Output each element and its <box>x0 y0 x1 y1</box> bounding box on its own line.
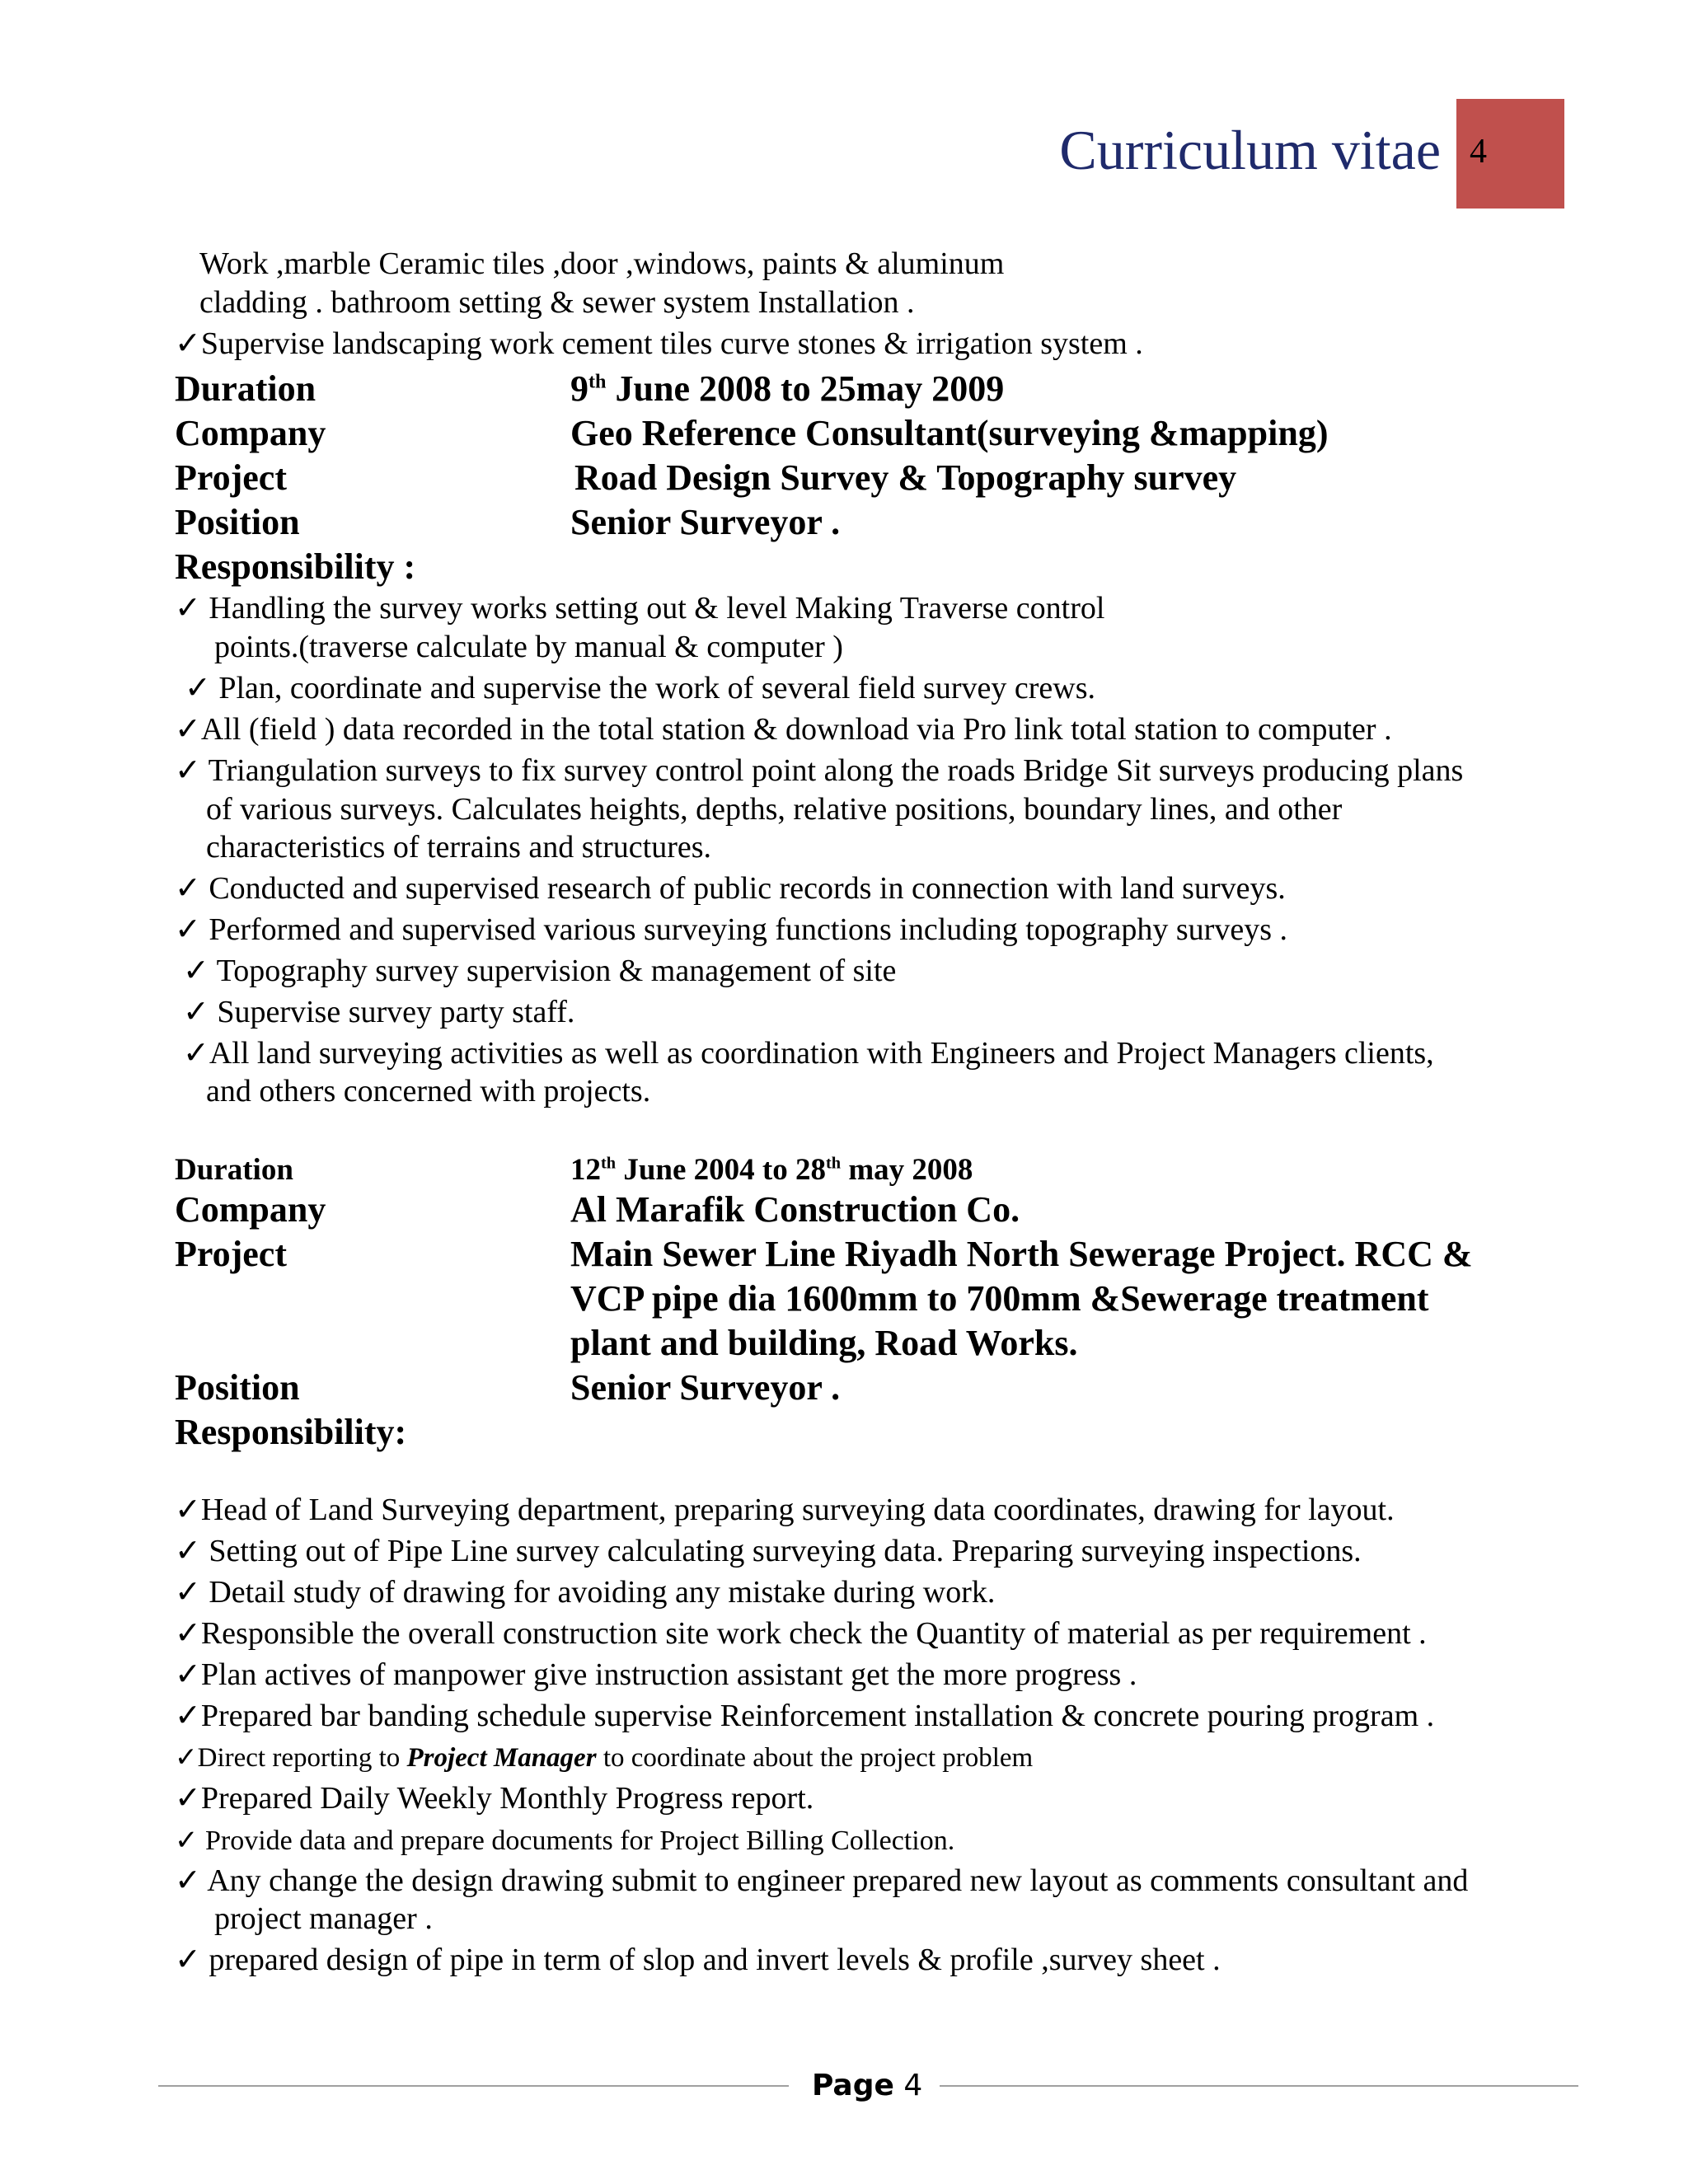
bullet-item: ✓ Performed and supervised various surveying functions including topography surveys . <box>175 912 1287 947</box>
position-label: Position <box>175 502 300 542</box>
responsibility-label: Responsibility: <box>175 1412 407 1452</box>
project-value: VCP pipe dia 1600mm to 700mm &Sewerage treatment <box>570 1278 1429 1319</box>
bullet-item: ✓Prepared Daily Weekly Monthly Progress report. <box>175 1781 814 1816</box>
bullet-item: ✓ Supervise survey party staff. <box>183 995 575 1029</box>
duration-label: Duration <box>175 1153 293 1187</box>
project-label: Project <box>175 457 287 498</box>
project-value: plant and building, Road Works. <box>570 1323 1078 1363</box>
bullet-item: ✓ Topography survey supervision & management of site <box>183 954 897 988</box>
text-line: project manager . <box>214 1901 433 1936</box>
bullet-item: ✓Supervise landscaping work cement tiles curve stones & irrigation system . <box>175 326 1143 361</box>
bullet-item: ✓ Triangulation surveys to fix survey control point along the roads Bridge Sit surveys producing plans <box>175 753 1464 788</box>
text-line: of various surveys. Calculates heights, depths, relative positions, boundary lines, and other <box>206 792 1343 827</box>
bullet-item: ✓All (field ) data recorded in the total station & download via Pro link total station to computer . <box>175 712 1392 747</box>
bullet-item: ✓ Setting out of Pipe Line survey calculating surveying data. Preparing surveying inspections. <box>175 1534 1362 1568</box>
text-line: cladding . bathroom setting & sewer system Installation . <box>199 285 915 320</box>
bullet-item: ✓ Detail study of drawing for avoiding any mistake during work. <box>175 1575 996 1610</box>
position-value: Senior Surveyor . <box>570 1367 841 1408</box>
project-value: Road Design Survey & Topography survey <box>574 457 1237 498</box>
company-value: Geo Reference Consultant(surveying &mapping) <box>570 413 1329 453</box>
position-value: Senior Surveyor . <box>570 502 841 542</box>
company-value: Al Marafik Construction Co. <box>570 1189 1020 1230</box>
bullet-item: ✓Direct reporting to Project Manager to coordinate about the project problem <box>175 1743 1034 1773</box>
company-label: Company <box>175 1189 326 1230</box>
responsibility-label: Responsibility : <box>175 546 416 587</box>
footer-rule-left <box>158 2085 789 2087</box>
project-value: Main Sewer Line Riyadh North Sewerage Project. RCC & <box>570 1234 1473 1274</box>
bullet-item: ✓ Provide data and prepare documents for Project Billing Collection. <box>175 1825 955 1856</box>
bullet-item: ✓ Conducted and supervised research of public records in connection with land surveys. <box>175 871 1286 906</box>
text-line: Work ,marble Ceramic tiles ,door ,windows, paints & aluminum <box>199 246 1005 281</box>
bullet-item: ✓ Any change the design drawing submit to engineer prepared new layout as comments consultant and <box>175 1863 1469 1898</box>
page-number: 4 <box>1470 133 1487 171</box>
position-label: Position <box>175 1367 300 1408</box>
bullet-item: ✓Plan actives of manpower give instruction assistant get the more progress . <box>175 1657 1137 1692</box>
duration-label: Duration <box>175 368 316 409</box>
page-title: Curriculum vitae <box>1059 119 1441 181</box>
bullet-item: ✓Head of Land Surveying department, preparing surveying data coordinates, drawing for layout. <box>175 1493 1395 1527</box>
bullet-item: ✓ prepared design of pipe in term of slop and invert levels & profile ,survey sheet . <box>175 1943 1221 1977</box>
text-line: points.(traverse calculate by manual & computer ) <box>214 630 843 664</box>
bullet-item: ✓ Handling the survey works setting out & level Making Traverse control <box>175 591 1105 626</box>
text-line: and others concerned with projects. <box>206 1074 651 1108</box>
bullet-item: ✓Prepared bar banding schedule supervise Reinforcement installation & concrete pouring program . <box>175 1699 1435 1733</box>
duration-value: 9th June 2008 to 25may 2009 <box>570 368 1005 409</box>
company-label: Company <box>175 413 326 453</box>
project-label: Project <box>175 1234 287 1274</box>
page-footer: Page 4 <box>812 2069 923 2102</box>
bullet-item: ✓All land surveying activities as well as coordination with Engineers and Project Managers clients, <box>183 1036 1434 1071</box>
text-line: characteristics of terrains and structures. <box>206 830 712 865</box>
duration-value: 12th June 2004 to 28th may 2008 <box>570 1153 973 1187</box>
bullet-item: ✓ Plan, coordinate and supervise the work of several field survey crews. <box>185 671 1095 705</box>
footer-rule-right <box>940 2085 1578 2087</box>
bullet-item: ✓Responsible the overall construction site work check the Quantity of material as per requirement . <box>175 1616 1427 1651</box>
page-number-box <box>1456 99 1564 209</box>
